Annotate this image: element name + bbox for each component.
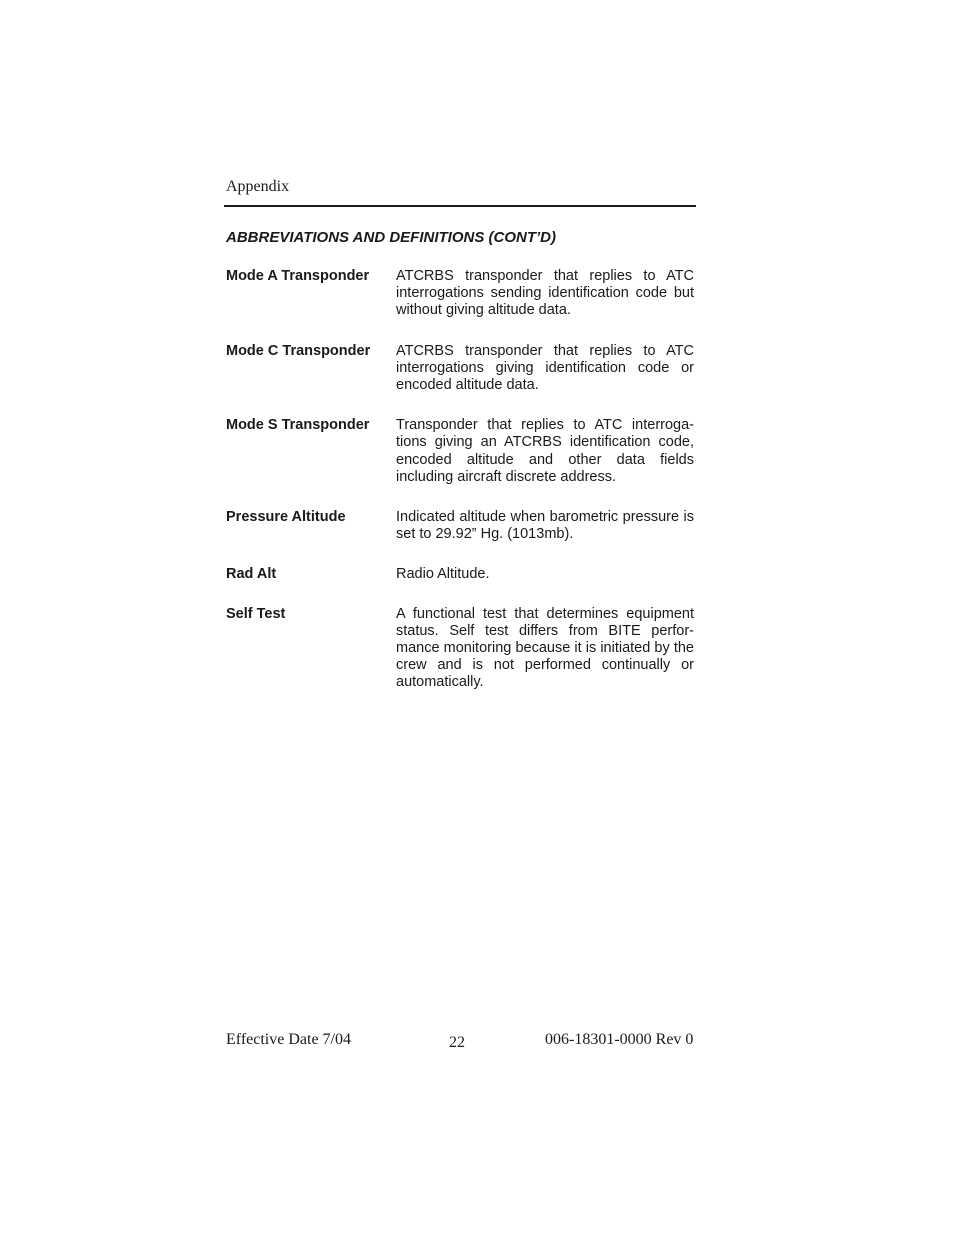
section-title: ABBREVIATIONS AND DEFINITIONS (CONT’D) [226,229,556,246]
document-number: 006-18301-0000 Rev 0 [545,1031,694,1048]
running-header: Appendix [226,178,290,195]
page-number: 22 [449,1034,465,1051]
definition-term: Mode S Transponder [226,417,370,434]
definitions-list [226,268,696,692]
header-divider [224,205,696,207]
definition-entry [226,417,696,486]
definition-text: Radio Altitude. [396,566,490,583]
definition-text: Transponder that replies to ATC interroga-tions giving an ATCRBS identification code, encoded altitude and other data fields including aircraft discrete address. [396,417,694,485]
definition-text: ATCRBS transponder that replies to ATC interrogations giving identification code or encoded altitude data. [396,342,694,394]
definition-entry [226,343,696,395]
definition-text: A functional test that determines equipment status. Self test differs from BITE perfor-mance monitoring because it is initiated by the crew and is not performed continually or automatically. [396,605,694,691]
definition-term: Rad Alt [226,566,277,583]
definition-entry [226,606,696,692]
definition-term: Mode C Transponder [226,342,371,359]
definition-term: Mode A Transponder [226,268,370,284]
definition-entry [226,509,696,543]
definition-text: ATCRBS transponder that replies to ATC interrogations sending identification code but without giving altitude data. [396,268,694,319]
definition-entry [226,566,696,583]
definition-term: Self Test [226,605,286,622]
definition-text: Indicated altitude when barometric pressure is set to 29.92” Hg. (1013mb). [396,509,694,543]
definition-term: Pressure Altitude [226,509,346,526]
effective-date: Effective Date 7/04 [226,1031,351,1048]
definition-entry [226,268,696,320]
